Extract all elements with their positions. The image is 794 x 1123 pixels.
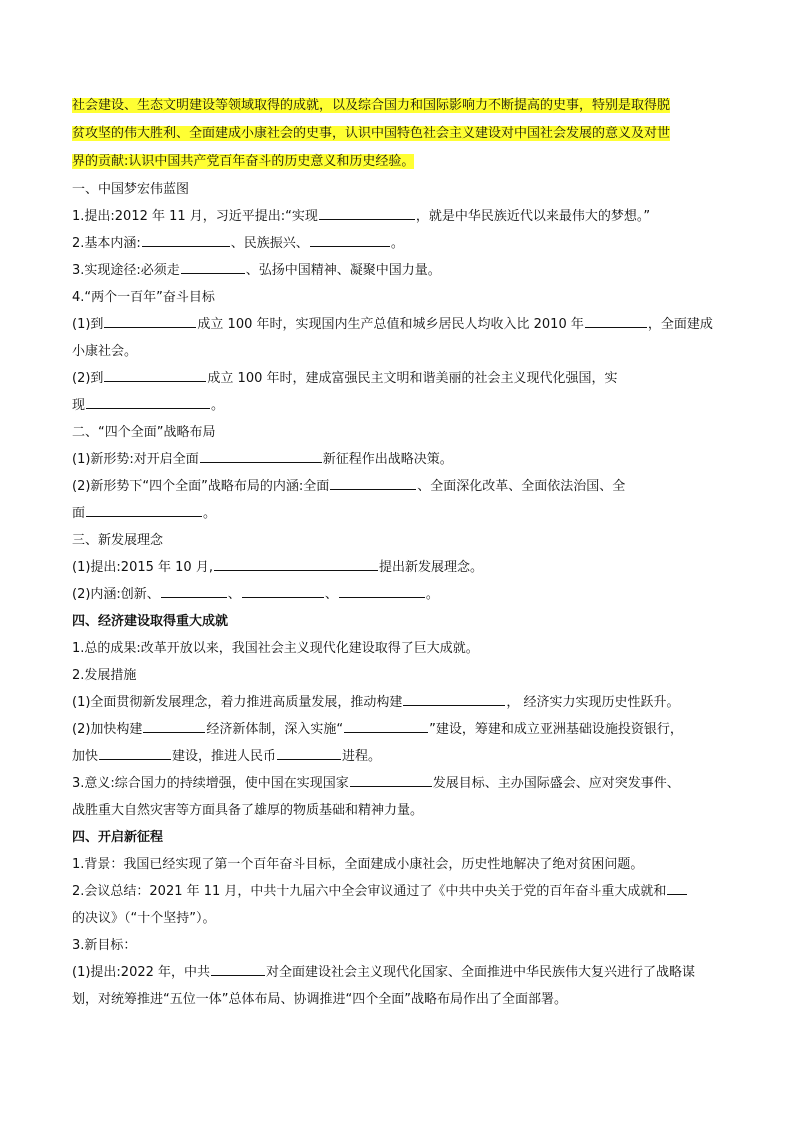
item-3-1: (1)提出:2015 年 10 月, 提出新发展理念。 bbox=[72, 554, 732, 581]
fill-blank[interactable] bbox=[277, 745, 341, 760]
item-1-3: 3.实现途径:必须走 、弘扬中国精神、凝聚中国力量。 bbox=[72, 257, 732, 284]
fill-blank[interactable] bbox=[339, 583, 425, 598]
item-1-5-cont: 小康社会。 bbox=[72, 344, 138, 359]
intro-line-3: 界的贡献:认识中国共产党百年奋斗的历史意义和历史经验。 bbox=[72, 154, 415, 169]
section-heading-2: 二、“四个全面”战略布局 bbox=[72, 425, 216, 440]
item-4-1: 1.总的成果:改革开放以来，我国社会主义现代化建设取得了巨大成就。 bbox=[72, 641, 479, 656]
document-page bbox=[72, 92, 732, 1013]
item-1-5: (1)到 成立 100 年时，实现国内生产总值和城乡居民人均收入比 2010 年 ，全面建成 bbox=[72, 311, 732, 338]
fill-blank[interactable] bbox=[350, 772, 432, 787]
section-heading-1: 一、中国梦宏伟蓝图 bbox=[72, 182, 190, 197]
fill-blank[interactable] bbox=[104, 367, 206, 382]
fill-blank[interactable] bbox=[161, 583, 227, 598]
intro-line-1: 社会建设、生态文明建设等领域取得的成就，以及综合国力和国际影响力不断提高的史事，特别是取得脱 bbox=[72, 98, 671, 113]
fill-blank[interactable] bbox=[200, 448, 322, 463]
fill-blank[interactable] bbox=[99, 745, 171, 760]
fill-blank[interactable] bbox=[104, 313, 196, 328]
fill-blank[interactable] bbox=[330, 475, 416, 490]
item-5-3: 3.新目标： bbox=[72, 938, 137, 953]
section-heading-5: 四、开启新征程 bbox=[72, 830, 164, 845]
item-1-4: 4.“两个一百年”奋斗目标 bbox=[72, 290, 215, 305]
item-1-6: (2)到 成立 100 年时，建成富强民主文明和谐美丽的社会主义现代化强国，实 bbox=[72, 365, 732, 392]
fill-blank[interactable] bbox=[585, 313, 647, 328]
fill-blank[interactable] bbox=[142, 232, 230, 247]
fill-blank[interactable] bbox=[211, 961, 265, 976]
item-2-2: (2)新形势下“四个全面”战略布局的内涵:全面 、全面深化改革、全面依法治国、全 bbox=[72, 473, 732, 500]
item-1-2: 2.基本内涵: 、民族振兴、 。 bbox=[72, 230, 732, 257]
fill-blank[interactable] bbox=[319, 205, 415, 220]
item-4-2: 2.发展措施 bbox=[72, 668, 137, 683]
fill-blank[interactable] bbox=[181, 259, 245, 274]
fill-blank[interactable] bbox=[242, 583, 324, 598]
item-5-2-cont: 的决议》（“十个坚持”）。 bbox=[72, 911, 216, 926]
fill-blank[interactable] bbox=[667, 880, 687, 895]
section-heading-3: 三、新发展理念 bbox=[72, 533, 164, 548]
item-2-1: (1)新形势:对开启全面 新征程作出战略决策。 bbox=[72, 446, 732, 473]
item-5-2: 2.会议总结：2021 年 11 月，中共十九届六中全会审议通过了《中共中央关于党的百年奋斗重大成就和 bbox=[72, 878, 732, 905]
fill-blank[interactable] bbox=[403, 691, 505, 706]
item-2-2-cont: 面 。 bbox=[72, 500, 732, 527]
fill-blank[interactable] bbox=[86, 502, 202, 517]
intro-paragraph bbox=[72, 92, 732, 176]
intro-line-2: 贫攻坚的伟大胜利、全面建成小康社会的史事，认识中国特色社会主义建设对中国社会发展的意义及对世 bbox=[72, 126, 671, 141]
item-4-3: (1)全面贯彻新发展理念，着力推进高质量发展，推动构建 ， 经济实力实现历史性跃升。 bbox=[72, 689, 732, 716]
item-4-4: (2)加快构建 经济新体制，深入实施“ ”建设，筹建和成立亚洲基础设施投资银行， bbox=[72, 716, 732, 743]
fill-blank[interactable] bbox=[344, 718, 428, 733]
section-heading-4: 四、经济建设取得重大成就 bbox=[72, 614, 229, 629]
item-5-4: (1)提出:2022 年，中共 对全面建设社会主义现代化国家、全面推进中华民族伟大复兴进行了战略谋 bbox=[72, 959, 732, 986]
item-3-2: (2)内涵:创新、 、 、 。 bbox=[72, 581, 732, 608]
item-4-5-cont: 战胜重大自然灾害等方面具备了雄厚的物质基础和精神力量。 bbox=[72, 803, 424, 818]
item-4-4-cont: 加快 建设，推进人民币 进程。 bbox=[72, 743, 732, 770]
item-1-6-cont: 现 。 bbox=[72, 392, 732, 419]
fill-blank[interactable] bbox=[214, 556, 378, 571]
fill-blank[interactable] bbox=[86, 394, 210, 409]
item-5-1: 1.背景：我国已经实现了第一个百年奋斗目标，全面建成小康社会，历史性地解决了绝对贫困问题。 bbox=[72, 857, 644, 872]
fill-blank[interactable] bbox=[310, 232, 390, 247]
item-1-1: 1.提出:2012 年 11 月，习近平提出:“实现 ，就是中华民族近代以来最伟大的梦想。” bbox=[72, 203, 732, 230]
item-4-5: 3.意义:综合国力的持续增强，使中国在实现国家 发展目标、主办国际盛会、应对突发事件、 bbox=[72, 770, 732, 797]
fill-blank[interactable] bbox=[143, 718, 205, 733]
item-5-4-cont: 划，对统筹推进“五位一体”总体布局、协调推进“四个全面”战略布局作出了全面部署。 bbox=[72, 992, 567, 1007]
